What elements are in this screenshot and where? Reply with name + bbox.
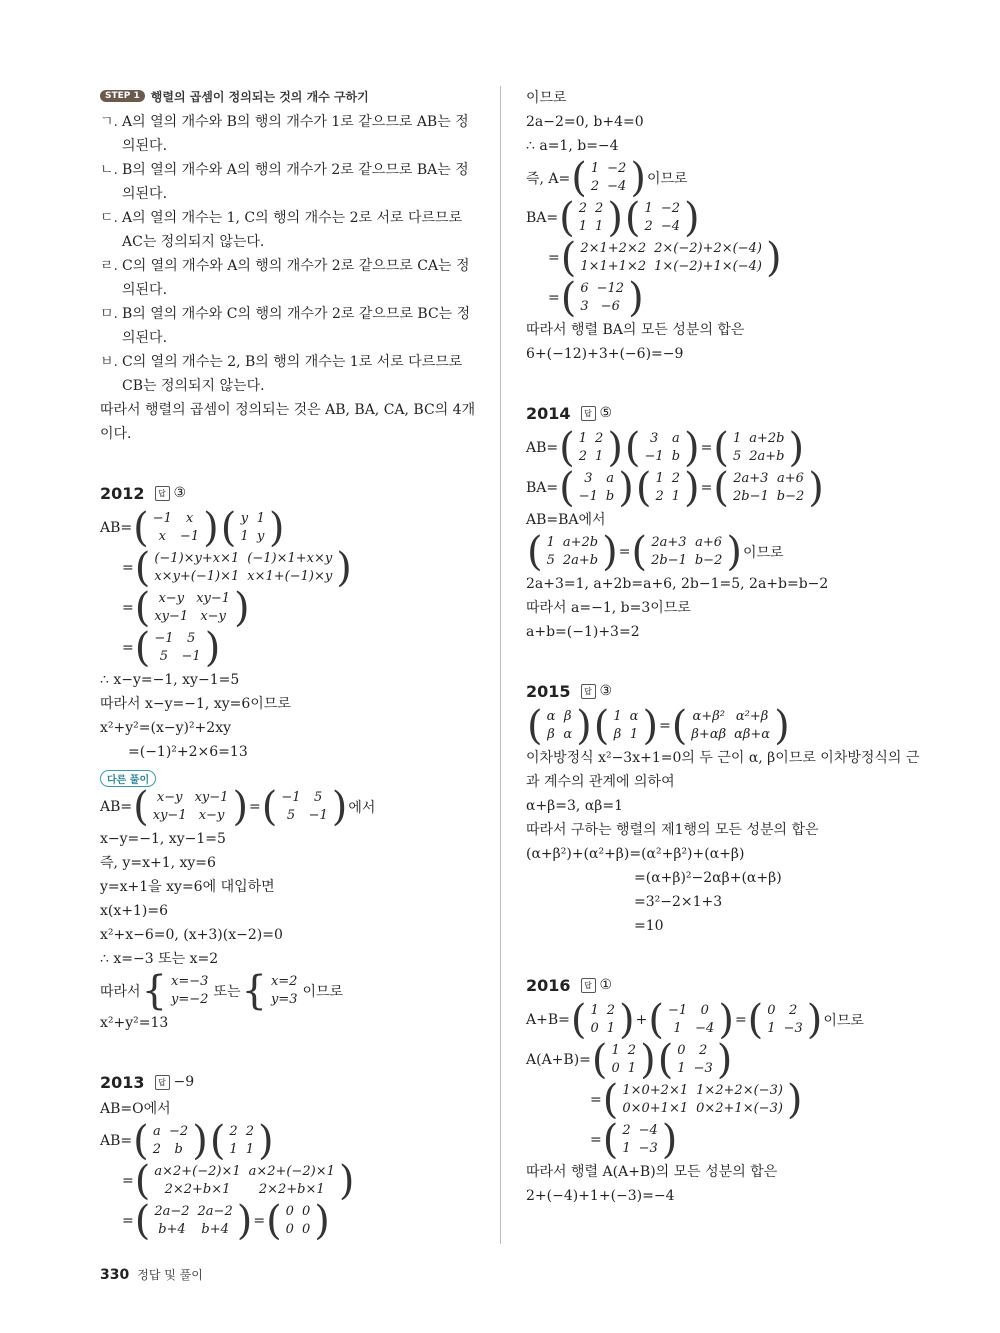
item-text: A의 열의 개수는 1, C의 행의 개수는 2로 서로 다르므로 AC는 정의되지 않는다. — [122, 210, 463, 250]
equation-row: = ( −1 5 5 −1 ) — [122, 625, 221, 671]
matrix-cell: 0 — [700, 1003, 709, 1018]
matrix-cell: 1 — [644, 201, 653, 216]
matrix-cell: 1 — [673, 1021, 682, 1036]
equation-row: BA= ( 3 a −1 b ) ( 1 2 2 1 ) = ( 2a+3 a+6 2b−1 b−2 ) — [526, 465, 824, 511]
step-title: 행렬의 곱셈이 정의되는 것의 개수 구하기 — [150, 89, 369, 104]
item-text: C의 열의 개수와 A의 행의 개수가 2로 같으므로 CA는 정의된다. — [122, 258, 470, 298]
matrix-cell: 5 — [732, 449, 742, 464]
matrix: ( 2 2 1 1 ) — [559, 195, 623, 241]
text-line: ∴ a=1, b=−4 — [526, 138, 619, 154]
matrix-cell: 1 — [622, 1141, 631, 1156]
matrix-cell: 1 — [677, 1061, 686, 1076]
matrix-cell: α²+β — [735, 709, 769, 724]
matrix-cell: 2a+3 — [651, 535, 687, 550]
matrix-cell: 2 — [627, 1043, 637, 1058]
matrix-cell: 2 — [595, 201, 604, 216]
matrix-cell: 0 — [590, 1021, 599, 1036]
right-column — [526, 86, 926, 1208]
text-line: 이므로 — [526, 90, 567, 106]
matrix-cell: x×1+(−1)×y — [247, 569, 333, 584]
matrix-cell: 3 — [649, 431, 659, 446]
answer-value: ① — [599, 977, 613, 993]
matrix: ( 1 2 0 1 ) — [570, 997, 635, 1043]
matrix-cell: 1 — [240, 529, 249, 544]
alt-solution-badge: 다른 풀이 — [100, 770, 156, 787]
text-line: x²+x−6=0, (x+3)(x−2)=0 — [100, 927, 283, 943]
text-line: =(α+β)²−2αβ+(α+β) — [634, 870, 782, 886]
text-line: 6+(−12)+3+(−6)=−9 — [526, 346, 684, 362]
answer-value: ③ — [173, 485, 187, 501]
matrix-cell: α — [563, 727, 573, 742]
matrix-cell: 0 — [677, 1043, 686, 1058]
problem-2015-header — [526, 678, 926, 704]
equation-row: = ( 2×1+2×2 2×(−2)+2×(−4) 1×1+1×2 1×(−2)+1×(−4) ) — [548, 235, 782, 281]
list-item — [100, 110, 478, 158]
list-item — [100, 350, 478, 398]
matrix: ( −1 x x −1 ) — [133, 505, 219, 551]
equation-row: = ( 1×0+2×1 1×2+2×(−3) 0×0+1×1 0×2+1×(−3) ) — [590, 1077, 803, 1123]
matrix-cell: 2×2+b×1 — [164, 1182, 231, 1197]
matrix: ( 3 a −1 b ) — [559, 465, 634, 511]
system-brace: { x=2 y=3 — [241, 968, 298, 1014]
equation-row: = ( x−y xy−1 xy−1 x−y ) — [122, 585, 250, 631]
matrix-cell: 2 — [578, 201, 588, 216]
matrix-cell: −2 — [169, 1124, 189, 1139]
equation-row: = ( a×2+(−2)×1 a×2+(−2)×1 2×2+b×1 2×2+b×1 ) — [122, 1158, 355, 1204]
matrix-cell: 5 — [159, 649, 169, 664]
item-marker: ㅁ. — [100, 306, 118, 322]
matrix-cell: αβ+α — [734, 727, 771, 742]
matrix: ( 1 −2 2 −4 ) — [624, 195, 700, 241]
matrix-cell: xy−1 — [196, 591, 231, 606]
matrix-cell: x×y+(−1)×1 — [154, 569, 240, 584]
matrix: ( 0 0 0 0 ) — [266, 1198, 330, 1244]
matrix-cell: 0 — [301, 1204, 311, 1219]
matrix-cell: 2 — [671, 471, 681, 486]
text-line: α+β=3, αβ=1 — [526, 798, 624, 814]
matrix-cell: a+2b — [749, 431, 785, 446]
matrix-cell: 1 — [595, 219, 604, 234]
matrix-cell: α+β² — [692, 709, 725, 724]
matrix-cell: 1 — [671, 489, 681, 504]
matrix: ( 2×1+2×2 2×(−2)+2×(−4) 1×1+1×2 1×(−2)+1×(−4) ) — [560, 235, 782, 281]
matrix-cell: 2 — [622, 1123, 631, 1138]
matrix-cell: 6 — [580, 281, 589, 296]
matrix: ( 2 2 1 1 ) — [209, 1118, 274, 1164]
text-line: 따라서 x−y=−1, xy=6이므로 — [100, 696, 291, 712]
matrix-cell: 1 — [590, 1003, 599, 1018]
matrix-cell: −1 — [644, 449, 664, 464]
matrix: ( 1×0+2×1 1×2+2×(−3) 0×0+1×1 0×2+1×(−3) ) — [602, 1077, 803, 1123]
answer-icon: 답 — [155, 1075, 170, 1090]
matrix-cell: 2 — [699, 1043, 708, 1058]
list-item — [100, 254, 478, 302]
matrix-cell: 1 — [611, 1043, 620, 1058]
matrix: ( 1 a+2b 5 2a+b ) — [713, 425, 805, 471]
item-marker: ㄷ. — [100, 210, 118, 226]
answer-icon: 답 — [581, 684, 596, 699]
matrix: ( a −2 2 b ) — [133, 1118, 208, 1164]
matrix-cell: −1 — [152, 511, 172, 526]
item-text: C의 열의 개수는 2, B의 행의 개수는 1로 서로 다르므로 CB는 정의되지 않는다. — [122, 354, 463, 394]
matrix-cell: 2b−1 — [732, 489, 769, 504]
equation-row: AB= ( −1 x x −1 ) ( y 1 1 y ) — [100, 505, 285, 551]
equation-row: A(A+B)= ( 1 2 0 1 ) ( 0 2 1 −3 ) — [526, 1037, 733, 1083]
problem-number: 2014 — [526, 403, 571, 423]
text-line: 2+(−4)+1+(−3)=−4 — [526, 1188, 675, 1204]
problem-2013-header — [100, 1069, 478, 1095]
matrix-cell: 5 — [546, 553, 555, 568]
text-line: =3²−2×1+3 — [634, 894, 723, 910]
matrix-cell: 2 — [789, 1003, 798, 1018]
page-number: 330 — [100, 1267, 130, 1283]
matrix-cell: −4 — [660, 219, 680, 234]
matrix-cell: 2 — [578, 449, 588, 464]
text-line: 따라서 a=−1, b=3이므로 — [526, 600, 691, 616]
text-line: 2a−2=0, b+4=0 — [526, 114, 644, 130]
matrix-cell: 5 — [186, 631, 196, 646]
matrix-cell: 2 — [644, 219, 653, 234]
text-line: x²+y²=(x−y)²+2xy — [100, 720, 232, 736]
equation-row: = ( 2 −4 1 −3 ) — [590, 1117, 678, 1163]
text-line: ∴ x=−3 또는 x=2 — [100, 951, 219, 967]
matrix-cell: 1×2+2×(−3) — [696, 1083, 783, 1098]
problem-number: 2012 — [100, 483, 145, 503]
matrix-cell: −12 — [596, 281, 625, 296]
matrix: ( −1 5 5 −1 ) — [134, 625, 221, 671]
problem-2012-header — [100, 480, 478, 506]
system-brace: { x=−3 y=−2 — [141, 968, 209, 1014]
matrix-cell: −1 — [154, 631, 174, 646]
matrix-cell: 1 — [578, 219, 588, 234]
matrix-cell: 0 — [301, 1222, 311, 1237]
matrix: ( 1 2 2 1 ) — [559, 425, 623, 471]
matrix-cell: a — [671, 431, 680, 446]
matrix: ( 3 a −1 b ) — [624, 425, 700, 471]
matrix-cell: b+4 — [158, 1222, 186, 1237]
matrix: ( y 1 1 y ) — [220, 505, 285, 551]
matrix-cell: 1 — [229, 1142, 238, 1157]
matrix-cell: x−y — [156, 790, 183, 805]
text-line: a+b=(−1)+3=2 — [526, 624, 640, 640]
system-row: 따라서 { x=−3 y=−2 또는 { x=2 y=3 이므로 — [100, 968, 344, 1014]
text-line: x(x+1)=6 — [100, 903, 168, 919]
text-line: x²+y²=13 — [100, 1015, 169, 1031]
matrix: ( 1 a+2b 5 2a+b ) — [527, 529, 618, 575]
matrix-cell: −6 — [600, 299, 620, 314]
matrix-cell: a+6 — [695, 535, 723, 550]
matrix-cell: 2×(−2)+2×(−4) — [654, 241, 762, 256]
matrix-cell: α — [629, 709, 639, 724]
answer-icon: 답 — [581, 978, 596, 993]
text-line: AB=BA에서 — [526, 512, 606, 528]
problem-number: 2013 — [100, 1072, 145, 1092]
matrix-cell: 2 — [590, 179, 600, 194]
matrix-cell: 5 — [314, 790, 323, 805]
matrix-cell: y — [257, 529, 265, 544]
matrix-cell: a+2b — [562, 535, 599, 550]
matrix-cell: 1 — [245, 1142, 254, 1157]
matrix-cell: −1 — [181, 649, 201, 664]
matrix-cell: y — [240, 511, 249, 526]
matrix-cell: 3 — [580, 299, 589, 314]
text-line: =(−1)²+2×6=13 — [128, 744, 248, 760]
item-marker: ㄹ. — [100, 258, 118, 274]
answer-value: ③ — [599, 683, 613, 699]
text-para: 이차방정식 x²−3x+1=0의 두 근이 α, β이므로 이차방정식의 근과 계수의 관계에 의하여 — [526, 750, 920, 790]
matrix-cell: b — [174, 1142, 183, 1157]
matrix: ( 6 −12 3 −6 ) — [560, 275, 644, 321]
matrix-cell: 2a+3 — [733, 471, 769, 486]
matrix-cell: −1 — [667, 1003, 688, 1018]
matrix-cell: 2a−2 — [197, 1204, 233, 1219]
matrix-cell: β — [547, 727, 555, 742]
list-item — [100, 206, 478, 254]
matrix: ( 1 2 0 1 ) — [591, 1037, 656, 1083]
matrix-cell: a+6 — [777, 471, 804, 486]
matrix-cell: (−1)×y+x×1 — [154, 551, 240, 566]
matrix-cell: 2 — [655, 489, 664, 504]
matrix-cell: b+4 — [201, 1222, 229, 1237]
matrix-cell: −1 — [578, 489, 598, 504]
matrix-cell: 2b−1 — [651, 553, 687, 568]
matrix-cell: −2 — [660, 201, 680, 216]
matrix: ( 2a+3 a+6 2b−1 b−2 ) — [713, 465, 824, 511]
matrix: ( x−y xy−1 xy−1 x−y ) — [134, 585, 250, 631]
matrix-cell: −1 — [281, 790, 301, 805]
equation-row: AB= ( 1 2 2 1 ) ( 3 a −1 b ) = ( 1 a+2b 5 2a+b ) — [526, 425, 805, 471]
equation-row: = ( 2a−2 2a−2 b+4 b+4 ) = ( 0 0 0 0 ) — [122, 1198, 330, 1244]
equation-row: 즉, A= ( 1 −2 2 −4 ) 이므로 — [526, 155, 688, 201]
left-column — [100, 86, 478, 1244]
matrix-cell: b−2 — [694, 553, 723, 568]
item-text: A의 열의 개수와 B의 행의 개수가 1로 같으므로 AB는 정의된다. — [122, 114, 469, 154]
step-badge: STEP 1 — [100, 90, 145, 102]
matrix-cell: 0 — [285, 1222, 294, 1237]
matrix-cell: a — [606, 471, 614, 486]
matrix-cell: β — [564, 709, 572, 724]
matrix-cell: 1 — [613, 709, 622, 724]
matrix-cell: −3 — [783, 1021, 803, 1036]
matrix-cell: −1 — [179, 529, 200, 544]
matrix-cell: 1×0+2×1 — [622, 1083, 689, 1098]
answer-icon: 답 — [581, 406, 596, 421]
matrix-cell: −4 — [607, 179, 627, 194]
matrix-cell: xy−1 — [152, 808, 187, 823]
matrix-cell: 1 — [546, 535, 555, 550]
step-heading — [100, 86, 478, 106]
matrix-cell: b — [671, 449, 681, 464]
matrix-cell: 1 — [627, 1061, 637, 1076]
item-marker: ㄴ. — [100, 162, 118, 178]
matrix-cell: 0×0+1×1 — [622, 1101, 689, 1116]
matrix-cell: 2 — [245, 1124, 254, 1139]
matrix-cell: 1 — [629, 727, 639, 742]
matrix-cell: a×2+(−2)×1 — [154, 1164, 241, 1179]
problem-number: 2015 — [526, 681, 571, 701]
text-line: ∴ x−y=−1, xy−1=5 — [100, 672, 240, 688]
text-line: y=x+1을 xy=6에 대입하면 — [100, 879, 275, 895]
matrix-cell: −2 — [607, 161, 627, 176]
matrix: ( α+β² α²+β β+αβ αβ+α ) — [671, 703, 790, 749]
matrix-cell: 1×1+1×2 — [580, 259, 647, 274]
matrix-cell: 0×2+1×(−3) — [696, 1101, 783, 1116]
matrix-cell: 0 — [767, 1003, 776, 1018]
problem-2014-header — [526, 400, 926, 426]
text-line: =10 — [634, 918, 664, 934]
matrix: ( x−y xy−1 xy−1 x−y ) — [133, 784, 249, 830]
matrix-cell: 1 — [606, 1021, 616, 1036]
matrix-cell: (−1)×1+x×y — [247, 551, 333, 566]
matrix: ( α β β α ) — [527, 703, 592, 749]
matrix-cell: β+αβ — [691, 727, 727, 742]
footer-title: 정답 및 풀이 — [137, 1268, 203, 1282]
matrix-cell: −3 — [638, 1141, 658, 1156]
text-line: 따라서 행렬 A(A+B)의 모든 성분의 합은 — [526, 1164, 778, 1180]
matrix-cell: −4 — [695, 1021, 715, 1036]
list-item — [100, 302, 478, 350]
matrix: ( 2a+3 a+6 2b−1 b−2 ) — [631, 529, 742, 575]
answer-icon: 답 — [155, 486, 170, 501]
matrix: ( 2a−2 2a−2 b+4 b+4 ) — [134, 1198, 253, 1244]
matrix-cell: x — [185, 511, 194, 526]
text-line: 따라서 행렬 BA의 모든 성분의 합은 — [526, 322, 745, 338]
item-marker: ㅂ. — [100, 354, 118, 370]
matrix-cell: −3 — [693, 1061, 713, 1076]
matrix-cell: a×2+(−2)×1 — [248, 1164, 335, 1179]
matrix: ( 1 α β 1 ) — [593, 703, 659, 749]
matrix-cell: 1 — [256, 511, 265, 526]
item-text: B의 열의 개수와 A의 행의 개수가 2로 같으므로 BA는 정의된다. — [122, 162, 469, 202]
matrix-cell: 2×1+2×2 — [580, 241, 647, 256]
matrix-cell: 2a+b — [749, 449, 785, 464]
matrix-cell: x−y — [198, 808, 225, 823]
equation-row: ( α β β α ) ( 1 α β 1 ) = ( α+β² α²+β β+αβ αβ+α ) — [527, 703, 790, 749]
matrix-cell: 0 — [611, 1061, 620, 1076]
matrix-cell: 2a−2 — [154, 1204, 190, 1219]
matrix-cell: 2 — [152, 1142, 162, 1157]
matrix: ( 1 −2 2 −4 ) — [571, 155, 646, 201]
problem-2016-header — [526, 972, 926, 998]
matrix-cell: 1 — [732, 431, 742, 446]
matrix: ( a×2+(−2)×1 a×2+(−2)×1 2×2+b×1 2×2+b×1 ) — [134, 1158, 355, 1204]
text-line: 따라서 구하는 행렬의 제1행의 모든 성분의 합은 — [526, 822, 819, 838]
matrix-cell: 3 — [584, 471, 593, 486]
equation-row: A+B= ( 1 2 0 1 ) + ( −1 0 1 −4 ) = ( 0 2 1 −3 ) 이므로 — [526, 997, 864, 1043]
matrix-cell: 2 — [229, 1124, 238, 1139]
matrix-cell: α — [546, 709, 556, 724]
answer-value: −9 — [173, 1074, 195, 1090]
matrix-cell: x — [158, 529, 166, 544]
item-list — [100, 110, 478, 398]
matrix: ( −1 0 1 −4 ) — [648, 997, 734, 1043]
text-line: 즉, y=x+1, xy=6 — [100, 855, 216, 871]
text-line: 2a+3=1, a+2b=a+6, 2b−1=5, 2a+b=b−2 — [526, 576, 829, 592]
matrix-cell: xy−1 — [194, 790, 229, 805]
item-marker: ㄱ. — [100, 114, 118, 130]
matrix-cell: x−y — [200, 609, 226, 624]
text-line: x−y=−1, xy−1=5 — [100, 831, 226, 847]
matrix-cell: a — [153, 1124, 161, 1139]
matrix-cell: 1 — [655, 471, 664, 486]
matrix: ( 1 2 2 1 ) — [635, 465, 700, 511]
matrix-cell: 5 — [286, 808, 296, 823]
matrix-cell: β — [613, 727, 622, 742]
matrix-cell: 2 — [606, 1003, 616, 1018]
text-line: (α+β²)+(α²+β)=(α²+β²)+(α+β) — [526, 846, 745, 862]
matrix-cell: 2×2+b×1 — [258, 1182, 325, 1197]
equation-row: = ( (−1)×y+x×1 (−1)×1+x×y x×y+(−1)×1 x×1+(−1)×y ) — [122, 545, 352, 591]
matrix-cell: x−y — [158, 591, 185, 606]
equation-row: BA= ( 2 2 1 1 ) ( 1 −2 2 −4 ) — [526, 195, 700, 241]
matrix-cell: −1 — [308, 808, 328, 823]
equation-row: AB= ( a −2 2 b ) ( 2 2 1 1 ) — [100, 1118, 274, 1164]
conclusion: 따라서 행렬의 곱셈이 정의되는 것은 AB, BA, CA, BC의 4개이다. — [100, 402, 476, 442]
matrix-cell: 0 — [285, 1204, 294, 1219]
matrix-cell: 2a+b — [562, 553, 599, 568]
matrix: ( 0 2 1 −3 ) — [747, 997, 823, 1043]
matrix-cell: 1 — [767, 1021, 776, 1036]
matrix-cell: 1 — [595, 449, 604, 464]
equation-row: ( 1 a+2b 5 2a+b ) = ( 2a+3 a+6 2b−1 b−2 ) 이므로 — [527, 529, 784, 575]
item-text: B의 열의 개수와 C의 행의 개수가 2로 같으므로 BC는 정의된다. — [122, 306, 471, 346]
column-divider — [500, 86, 501, 1244]
matrix-cell: b−2 — [776, 489, 805, 504]
text-line: AB=O에서 — [100, 1101, 171, 1117]
matrix: ( (−1)×y+x×1 (−1)×1+x×y x×y+(−1)×1 x×1+(−1)×y ) — [134, 545, 352, 591]
matrix-cell: 2 — [595, 431, 604, 446]
problem-number: 2016 — [526, 975, 571, 995]
list-item — [100, 158, 478, 206]
page-footer — [100, 1266, 203, 1283]
matrix-cell: 1×(−2)+1×(−4) — [654, 259, 762, 274]
equation-row: = ( 6 −12 3 −6 ) — [548, 275, 644, 321]
matrix-cell: b — [605, 489, 615, 504]
matrix: ( −1 5 5 −1 ) — [261, 784, 348, 830]
matrix-cell: 1 — [590, 161, 600, 176]
equation-row: AB= ( x−y xy−1 xy−1 x−y ) = ( −1 5 5 −1 ) 에서 — [100, 784, 376, 830]
matrix-cell: xy−1 — [154, 609, 189, 624]
answer-value: ⑤ — [599, 405, 613, 421]
matrix: ( 2 −4 1 −3 ) — [602, 1117, 678, 1163]
matrix-cell: −4 — [638, 1123, 658, 1138]
matrix-cell: 1 — [578, 431, 588, 446]
matrix: ( 0 2 1 −3 ) — [657, 1037, 733, 1083]
